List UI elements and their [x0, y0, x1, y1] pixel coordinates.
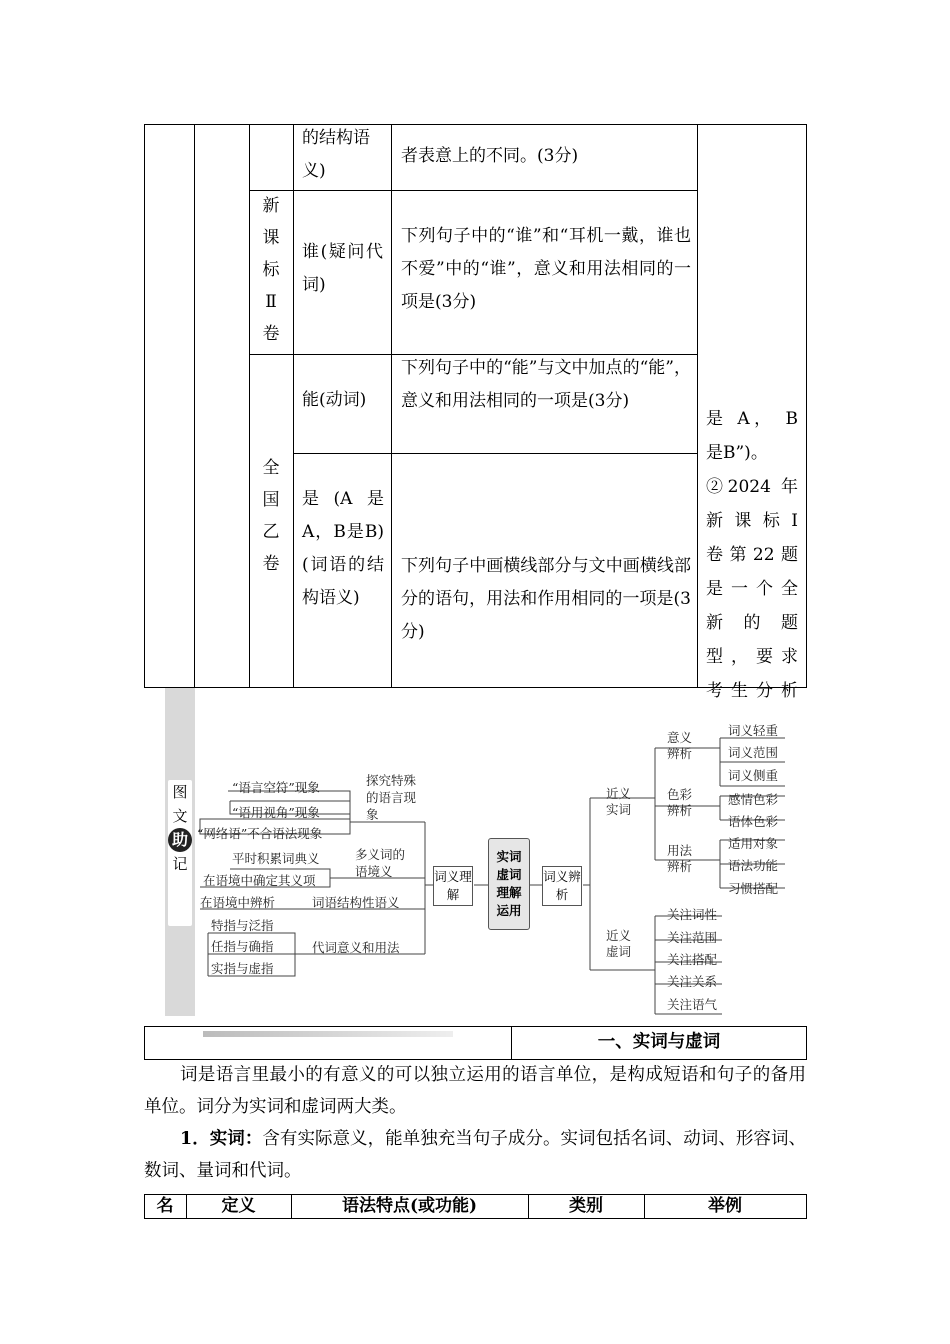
leaf-cixing: 关注词性 [667, 907, 718, 922]
center-node: 实词虚词理解运用 [488, 838, 530, 930]
leaf-cidian-yi: 平时积累词典义 [232, 851, 320, 866]
leaf-guanzhu-dapei: 关注搭配 [667, 952, 718, 967]
label-polysemy: 多义词的语境义 [355, 847, 406, 879]
leaf-fanwei: 词义范围 [728, 745, 779, 760]
cell-row2a-question: 下列句子中的“能”与文中加点的“能”，意义和用法相同的一项是(3分) [401, 358, 691, 411]
label-jinyi-xuci: 近义虚词 [606, 928, 632, 959]
leaf-shizhi: 实指与虚指 [211, 961, 274, 976]
header-leibie: 类别 [569, 1196, 603, 1216]
leaf-yufa-gongneng: 语法功能 [728, 858, 779, 873]
label-special-phenomena: 探究特殊的语言现象 [366, 773, 417, 822]
leaf-qingzhong: 词义轻重 [728, 723, 779, 738]
label-structure-semantics: 词语结构性语义 [312, 895, 400, 910]
leaf-ganqing-secai: 感情色彩 [728, 792, 779, 807]
leaf-cezhong: 词义侧重 [728, 768, 779, 783]
leaf-xiguan-dapei: 习惯搭配 [728, 881, 779, 896]
cell-xinkebiao-ii: 新 课 标 Ⅱ 卷 [262, 196, 280, 344]
shici-text: 含有实际意义，能单独充当句子成分。实词包括名词、动词、形容词、数词、量词和代词。 [144, 1129, 806, 1181]
leaf-guanzhu-fanwei: 关注范围 [667, 930, 718, 945]
cell-neng: 能(动词) [302, 390, 367, 410]
leaf-tezhi: 特指与泛指 [211, 918, 274, 933]
body-text [144, 1059, 806, 1187]
leaf-guanzhu-guanxi: 关注关系 [667, 974, 718, 989]
leaf-wangluoyu: “网络语”不合语法现象 [197, 826, 323, 841]
paragraph-shici [144, 1123, 806, 1187]
section-heading: 一、实词与虚词 [597, 1032, 721, 1052]
leaf-bianxi: 在语境中辨析 [200, 895, 276, 910]
leaf-queding-yixiang: 在语境中确定其义项 [203, 873, 316, 888]
label-secai-bianxi: 色彩辨析 [667, 787, 693, 818]
side-label: 图 文 助 记 [168, 780, 192, 926]
cell-shui: 谁(疑问代词) [302, 242, 383, 295]
leaf-yuyan-kongfu: “语言空符”现象 [232, 780, 320, 795]
cell-structure-semantics: 的结构语义) [302, 128, 370, 181]
right-hub: 词义辨析 [542, 866, 582, 906]
label-yiyi-bianxi: 意义辨析 [667, 730, 693, 761]
cell-quanguo-yi: 全 国 乙 卷 [262, 458, 280, 574]
cell-row0-question: 者表意上的不同。(3分) [401, 146, 579, 166]
leaf-renzhi: 任指与确指 [211, 939, 274, 954]
shici-lead: 1．实词： [180, 1129, 263, 1149]
header-yufa-tedian: 语法特点(或功能) [341, 1196, 478, 1216]
cell-note: 是 A， B 是B”)。 ②2024 年 新课标Ⅰ 卷第22题 是一个全 新的题 型，要求 考生分析 [706, 409, 798, 701]
label-pronoun: 代词意义和用法 [312, 940, 400, 955]
section-heading-box [144, 1026, 807, 1060]
leaf-guanzhu-yuqi: 关注语气 [667, 997, 718, 1012]
leaf-yuti-secai: 语体色彩 [728, 814, 779, 829]
label-jinyi-shici: 近义实词 [606, 786, 632, 817]
mind-map-lines [0, 688, 950, 1028]
leaf-yuyong-shijiao: “语用视角”现象 [232, 805, 320, 820]
leaf-shiyong-duixiang: 适用对象 [728, 836, 779, 851]
paragraph-intro: 词是语言里最小的有意义的可以独立运用的语言单位，是构成短语和句子的备用单位。词分为实词和虚词两大类。 [144, 1065, 806, 1117]
label-yongfa-bianxi: 用法辨析 [667, 843, 693, 874]
header-ming: 名 [156, 1196, 174, 1216]
left-hub: 词义理解 [433, 866, 473, 906]
cell-shi-ab: 是(A是A，B是B)(词语的结构语义) [302, 489, 384, 608]
cell-row2b-question: 下列句子中画横线部分与文中画横线部分的语句，用法和作用相同的一项是(3分) [401, 556, 691, 642]
decorative-bar [203, 1031, 453, 1037]
header-dingyi: 定义 [221, 1196, 256, 1216]
header-juli: 举例 [708, 1196, 742, 1216]
cell-row1-question: 下列句子中的“谁”和“耳机一戴，谁也不爱”中的“谁”，意义和用法相同的一项是(3分) [401, 226, 691, 312]
